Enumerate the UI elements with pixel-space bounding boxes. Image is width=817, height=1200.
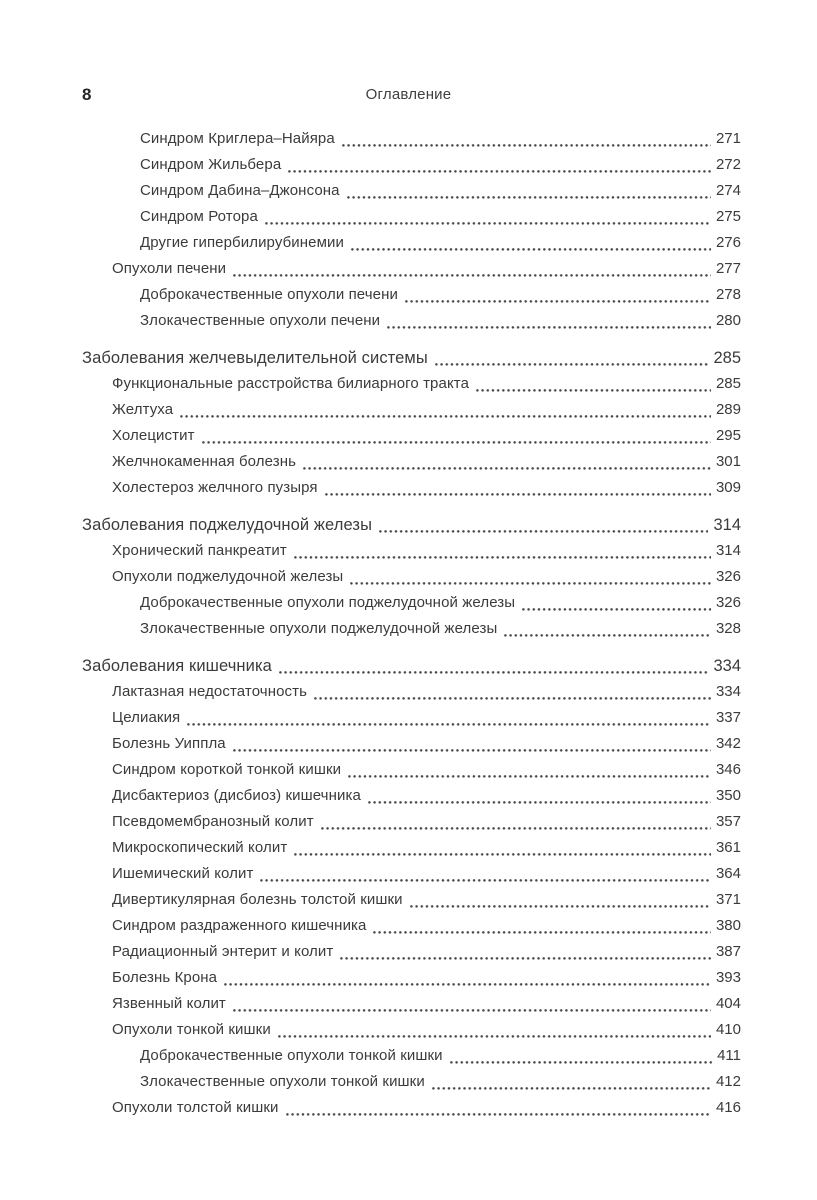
toc-entry-page: 295	[715, 427, 741, 444]
toc-entry	[82, 152, 741, 178]
toc-entry-title: Опухоли тонкой кишки	[112, 1021, 271, 1038]
toc-entry-page: 326	[715, 594, 741, 611]
dot-leader	[425, 1069, 716, 1095]
toc-entry	[82, 590, 741, 616]
running-header-title: Оглавление	[365, 86, 452, 103]
toc-entry-page: 350	[715, 787, 741, 804]
toc-entry	[82, 475, 741, 501]
toc-entry	[82, 449, 741, 475]
toc-entry-title: Холецистит	[112, 427, 195, 444]
toc-entry-page: 274	[715, 182, 741, 199]
toc-entry	[82, 1069, 741, 1095]
dot-leader	[372, 512, 713, 538]
toc-entry-page: 416	[715, 1099, 741, 1116]
toc-entry-page: 410	[715, 1021, 741, 1038]
toc-entry-page: 334	[713, 657, 741, 675]
toc-entry-title: Опухоли поджелудочной железы	[112, 568, 344, 585]
dot-leader	[333, 939, 716, 965]
dot-leader	[314, 809, 716, 835]
toc-entry-page: 275	[715, 208, 741, 225]
dot-leader	[398, 282, 716, 308]
toc-entry	[82, 731, 741, 757]
toc-entry-page: 276	[715, 234, 741, 251]
toc-entry	[82, 653, 741, 679]
toc-entry-page: 285	[713, 349, 741, 367]
dot-leader	[366, 913, 715, 939]
toc-entry-title: Другие гипербилирубинемии	[140, 234, 344, 251]
dot-leader	[344, 230, 716, 256]
dot-leader	[217, 965, 716, 991]
dot-leader	[361, 783, 716, 809]
toc-entry-title: Злокачественные опухоли поджелудочной железы	[140, 620, 498, 637]
toc-entry-title: Болезнь Уиппла	[112, 735, 226, 752]
dot-leader	[341, 757, 716, 783]
dot-leader	[272, 653, 714, 679]
toc-entry-title: Синдром Дабина–Джонсона	[140, 182, 340, 199]
dot-leader	[226, 991, 716, 1017]
toc-entry-page: 278	[715, 286, 741, 303]
toc-entry-title: Синдром Ротора	[140, 208, 258, 225]
dot-leader	[253, 861, 716, 887]
dot-leader	[279, 1095, 716, 1121]
dot-leader	[318, 475, 716, 501]
toc-entry-page: 361	[715, 839, 741, 856]
toc-entry	[82, 939, 741, 965]
toc-entry-title: Микроскопический колит	[112, 839, 288, 856]
toc-entry-page: 314	[713, 516, 741, 534]
toc-entry-title: Опухоли печени	[112, 260, 227, 277]
toc-entry-page: 380	[715, 917, 741, 934]
toc-entry-title: Ишемический колит	[112, 865, 254, 882]
toc-entry	[82, 809, 741, 835]
dot-leader	[271, 1017, 716, 1043]
dot-leader	[340, 178, 716, 204]
toc-entry	[82, 308, 741, 334]
dot-leader	[287, 835, 716, 861]
toc-entry-title: Синдром короткой тонкой кишки	[112, 761, 342, 778]
toc-entry	[82, 230, 741, 256]
toc-entry-page: 301	[715, 453, 741, 470]
toc-entry	[82, 913, 741, 939]
toc-entry-title: Синдром Жильбера	[140, 156, 282, 173]
toc-entry-title: Псевдомембранозный колит	[112, 813, 314, 830]
toc-entry-title: Дивертикулярная болезнь толстой кишки	[112, 891, 403, 908]
dot-leader	[497, 616, 716, 642]
toc-entry-page: 342	[715, 735, 741, 752]
dot-leader	[307, 679, 716, 705]
toc-entry-page: 387	[715, 943, 741, 960]
toc-entry-title: Доброкачественные опухоли поджелудочной железы	[140, 594, 516, 611]
toc-entry	[82, 705, 741, 731]
toc-entry-title: Болезнь Крона	[112, 969, 218, 986]
toc-entry	[82, 1043, 741, 1069]
toc-entry	[82, 423, 741, 449]
toc-entry-page: 411	[717, 1047, 741, 1064]
toc-entry-title: Холестероз желчного пузыря	[112, 479, 318, 496]
dot-leader	[296, 449, 716, 475]
toc-entry-title: Дисбактериоз (дисбиоз) кишечника	[112, 787, 361, 804]
dot-leader	[428, 345, 714, 371]
dot-leader	[258, 204, 716, 230]
toc-entry	[82, 835, 741, 861]
toc-entry-page: 364	[715, 865, 741, 882]
page-number: 8	[82, 85, 92, 104]
toc-entry-title: Доброкачественные опухоли печени	[140, 286, 398, 303]
toc-entry-page: 334	[715, 683, 741, 700]
toc-entry-page: 277	[715, 260, 741, 277]
toc-entry	[82, 371, 741, 397]
dot-leader	[515, 590, 716, 616]
toc-entry-title: Функциональные расстройства билиарного тракта	[112, 375, 470, 392]
dot-leader	[173, 397, 716, 423]
toc-entry	[82, 679, 741, 705]
toc-entry	[82, 616, 741, 642]
toc-entry-title: Язвенный колит	[112, 995, 226, 1012]
toc-entry	[82, 538, 741, 564]
dot-leader	[226, 731, 716, 757]
toc-entry	[82, 397, 741, 423]
dot-leader	[343, 564, 716, 590]
toc-entry-page: 404	[715, 995, 741, 1012]
dot-leader	[380, 308, 716, 334]
toc-entry-title: Доброкачественные опухоли тонкой кишки	[140, 1047, 443, 1064]
toc-list	[82, 126, 741, 1121]
toc-entry-page: 285	[715, 375, 741, 392]
toc-entry-title: Заболевания поджелудочной железы	[82, 516, 373, 534]
toc-entry-title: Радиационный энтерит и колит	[112, 943, 334, 960]
toc-entry	[82, 887, 741, 913]
toc-entry-page: 326	[715, 568, 741, 585]
toc-entry-page: 272	[715, 156, 741, 173]
toc-entry-page: 314	[715, 542, 741, 559]
dot-leader	[287, 538, 716, 564]
toc-entry-title: Опухоли толстой кишки	[112, 1099, 279, 1116]
toc-entry-title: Желчнокаменная болезнь	[112, 453, 297, 470]
toc-entry-title: Синдром Криглера–Найяра	[140, 130, 335, 147]
toc-entry	[82, 783, 741, 809]
toc-entry-page: 393	[715, 969, 741, 986]
toc-entry-title: Заболевания кишечника	[82, 657, 272, 675]
page-header	[0, 84, 817, 106]
toc-entry-title: Злокачественные опухоли тонкой кишки	[140, 1073, 425, 1090]
toc-entry-title: Хронический панкреатит	[112, 542, 287, 559]
toc-entry-page: 346	[715, 761, 741, 778]
dot-leader	[281, 152, 716, 178]
toc-entry-title: Целиакия	[112, 709, 181, 726]
toc-entry-title: Синдром раздраженного кишечника	[112, 917, 367, 934]
dot-leader	[469, 371, 716, 397]
dot-leader	[403, 887, 716, 913]
toc-entry	[82, 256, 741, 282]
toc-entry	[82, 991, 741, 1017]
toc-entry	[82, 345, 741, 371]
dot-leader	[335, 126, 716, 152]
toc-entry-page: 328	[715, 620, 741, 637]
dot-leader	[195, 423, 716, 449]
dot-leader	[180, 705, 716, 731]
toc-entry	[82, 564, 741, 590]
toc-entry-page: 412	[715, 1073, 741, 1090]
toc-entry	[82, 204, 741, 230]
toc-entry	[82, 757, 741, 783]
toc-entry-title: Злокачественные опухоли печени	[140, 312, 381, 329]
toc-entry-title: Лактазная недостаточность	[112, 683, 308, 700]
toc-entry-page: 280	[715, 312, 741, 329]
toc-entry	[82, 965, 741, 991]
toc-entry	[82, 1095, 741, 1121]
toc-entry	[82, 512, 741, 538]
toc-entry-page: 289	[715, 401, 741, 418]
dot-leader	[443, 1043, 717, 1069]
toc-entry-page: 371	[715, 891, 741, 908]
toc-entry-page: 357	[715, 813, 741, 830]
dot-leader	[226, 256, 716, 282]
toc-entry-title: Желтуха	[112, 401, 174, 418]
toc-entry	[82, 1017, 741, 1043]
toc-entry-page: 337	[715, 709, 741, 726]
toc-entry	[82, 126, 741, 152]
toc-entry	[82, 282, 741, 308]
toc-entry	[82, 178, 741, 204]
toc-entry-title: Заболевания желчевыделительной системы	[82, 349, 428, 367]
toc-entry-page: 271	[715, 130, 741, 147]
toc-entry	[82, 861, 741, 887]
toc-entry-page: 309	[715, 479, 741, 496]
